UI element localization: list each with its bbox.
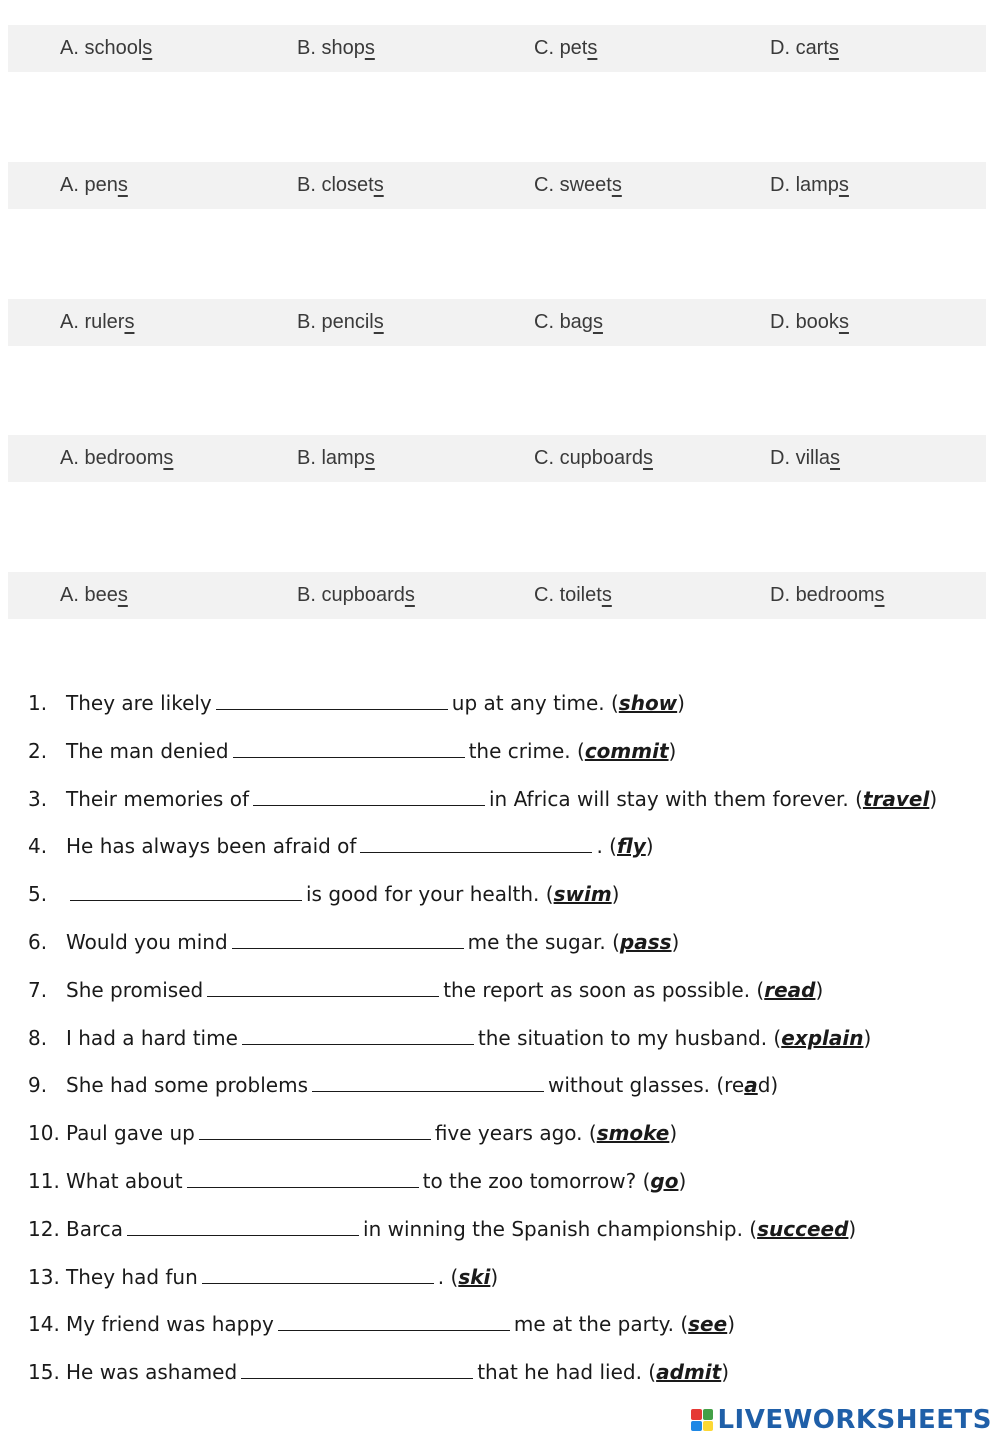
answer-blank[interactable] [278,1310,510,1331]
option-letter: C. [534,311,560,333]
question-number: 2. [28,738,48,763]
answer-blank[interactable] [360,832,592,853]
choice-option[interactable] [534,25,597,72]
question-text-before: Would you mind [66,930,228,954]
base-verb: go [650,1169,679,1193]
question-item [28,1358,729,1386]
answer-blank[interactable] [233,737,465,758]
option-letter: A. [60,584,85,606]
option-word: bedroom [84,447,164,469]
answer-blank[interactable] [312,1071,544,1092]
underlined-ending: s [163,447,174,469]
option-word: sweet [559,174,612,196]
question-item [28,976,823,1004]
underlined-ending: s [373,311,384,333]
question-item [28,1024,871,1052]
underlined-ending: s [364,447,375,469]
choice-option[interactable] [297,25,375,72]
option-word: school [84,37,143,59]
question-number: 4. [28,834,48,859]
option-word: lamp [795,174,839,196]
option-word: bag [559,311,593,333]
option-word: pencil [321,311,374,333]
option-letter: D. [770,311,796,333]
underlined-ending: s [364,37,375,59]
question-item [28,928,679,956]
question-text-after: the crime. ( [468,738,585,763]
question-close: ) [863,1025,872,1050]
option-word: cupboard [559,447,643,469]
question-close: d) [757,1073,779,1098]
answer-blank[interactable] [199,1119,431,1140]
base-verb: commit [584,738,669,763]
base-verb: travel [862,786,930,811]
answer-blank[interactable] [253,785,485,806]
question-close: ) [611,882,620,907]
option-word: cart [795,37,829,59]
option-letter: A. [60,447,85,469]
underlined-ending: s [838,174,849,196]
question-number: 13. [28,1264,60,1289]
question-number: 6. [28,930,48,954]
option-word: bedroom [795,584,875,606]
option-letter: A. [60,174,85,196]
question-item [28,737,676,765]
question-number: 8. [28,1025,48,1050]
underlined-ending: s [124,311,135,333]
choice-option[interactable] [770,162,849,209]
question-text-before: He has always been afraid of [66,834,357,859]
liveworksheets-logo-icon [691,1409,713,1431]
question-number: 14. [28,1312,60,1337]
option-word: toilet [559,584,602,606]
question-close: ) [668,738,677,763]
question-close: ) [727,1312,736,1337]
question-text-before: What about [66,1169,183,1193]
option-letter: C. [534,174,560,196]
option-letter: A. [60,311,85,333]
base-verb: swim [553,882,612,907]
choice-option[interactable] [60,299,134,346]
question-close: ) [669,1121,678,1146]
option-letter: D. [770,37,796,59]
choice-option[interactable] [770,572,885,619]
option-letter: C. [534,37,560,59]
underlined-ending: s [117,584,128,606]
question-text-after: without glasses. (re [548,1073,745,1098]
option-word: lamp [321,447,365,469]
answer-blank[interactable] [216,689,448,710]
choice-option[interactable] [60,572,128,619]
option-letter: B. [297,37,322,59]
base-verb: read [764,977,816,1002]
question-text-after: the situation to my husband. ( [477,1025,782,1050]
underlined-ending: s [611,174,622,196]
choice-option[interactable] [534,572,612,619]
question-close: ) [929,786,938,811]
question-text-after: up at any time. ( [451,691,619,715]
question-text-before: Paul gave up [66,1121,195,1146]
question-text-before: My friend was happy [66,1312,274,1337]
option-letter: C. [534,584,560,606]
question-text-after: that he had lied. ( [477,1360,657,1385]
question-text-after: in Africa will stay with them forever. ( [488,786,863,811]
underlined-ending: s [587,37,598,59]
question-number: 11. [28,1169,60,1193]
underlined-ending: s [828,37,839,59]
logo-text: LIVEWORKSHEETS [717,1405,992,1435]
question-close: ) [671,930,680,954]
question-close: ) [677,691,685,715]
question-item [28,1310,735,1338]
underlined-ending: s [117,174,128,196]
base-verb: see [688,1312,728,1337]
choice-option[interactable] [534,435,653,482]
choice-option[interactable] [60,162,128,209]
base-verb: fly [616,834,646,859]
question-number: 10. [28,1121,60,1146]
liveworksheets-logo [691,1403,992,1437]
question-number: 1. [28,691,48,715]
choice-option[interactable] [770,299,849,346]
question-item [28,880,619,908]
base-verb: ski [458,1264,491,1289]
question-item [28,1119,677,1147]
choice-row [8,25,986,72]
underlined-ending: s [404,584,415,606]
question-text-before: He was ashamed [66,1360,238,1385]
choice-option[interactable] [770,25,839,72]
question-text-after: me the sugar. ( [467,930,620,954]
answer-blank[interactable] [232,928,464,949]
choice-option[interactable] [534,299,603,346]
answer-blank[interactable] [127,1215,359,1236]
question-text-after: . ( [437,1264,459,1289]
question-close: ) [645,834,654,859]
answer-blank[interactable] [207,976,439,997]
option-letter: D. [770,174,796,196]
answer-blank[interactable] [187,1167,419,1188]
question-number: 5. [28,882,48,907]
option-word: shop [321,37,365,59]
question-text-before: She had some problems [66,1073,308,1098]
option-word: pen [84,174,118,196]
question-item [28,832,654,860]
underlined-ending: s [838,311,849,333]
question-item [28,1263,498,1291]
choice-option[interactable] [297,299,384,346]
question-text-after: five years ago. ( [434,1121,597,1146]
question-item [28,785,937,813]
answer-blank[interactable] [241,1358,473,1379]
question-close: ) [678,1169,687,1193]
answer-blank[interactable] [242,1024,474,1045]
question-close: ) [721,1360,730,1385]
question-number: 12. [28,1216,60,1241]
question-item [28,1215,856,1243]
option-letter: A. [60,37,85,59]
question-text-after: . ( [596,834,617,859]
choice-option[interactable] [297,162,384,209]
underlined-ending: s [874,584,885,606]
choice-option[interactable] [297,572,415,619]
base-verb: succeed [757,1216,849,1241]
underlined-ending: s [592,311,603,333]
question-text-after: is good for your health. ( [306,882,554,907]
question-text-before: They had fun [66,1264,198,1289]
question-close: ) [490,1264,499,1289]
question-text-before: The man denied [66,738,229,763]
question-number: 3. [28,786,48,811]
answer-blank[interactable] [202,1263,434,1284]
option-letter: B. [297,584,322,606]
base-verb: a [744,1073,758,1098]
base-verb: pass [619,930,672,954]
option-word: pet [559,37,588,59]
answer-blank[interactable] [70,880,302,901]
question-text-after: me at the party. ( [513,1312,689,1337]
choice-row [8,162,986,209]
choice-option[interactable] [770,435,840,482]
option-letter: B. [297,174,322,196]
base-verb: admit [656,1360,722,1385]
base-verb: explain [781,1025,864,1050]
question-text-before: I had a hard time [66,1025,238,1050]
choice-option[interactable] [60,25,152,72]
choice-option[interactable] [297,435,375,482]
question-text-after: the report as soon as possible. ( [443,977,765,1002]
question-close: ) [815,977,824,1002]
underlined-ending: s [601,584,612,606]
underlined-ending: s [373,174,384,196]
question-text-before: Their memories of [66,786,249,811]
underlined-ending: s [642,447,653,469]
choice-row [8,435,986,482]
option-letter: B. [297,447,322,469]
question-item [28,1167,686,1195]
question-item [28,1071,778,1099]
option-word: villa [795,447,831,469]
question-close: ) [848,1216,857,1241]
question-number: 7. [28,977,48,1002]
option-word: ruler [84,311,125,333]
underlined-ending: s [142,37,153,59]
option-word: book [795,311,839,333]
option-word: cupboard [321,584,405,606]
base-verb: show [618,691,678,715]
choice-row [8,572,986,619]
underlined-ending: s [830,447,841,469]
question-number: 15. [28,1360,60,1385]
question-text-after: to the zoo tomorrow? ( [422,1169,651,1193]
option-letter: D. [770,584,796,606]
question-text-before: She promised [66,977,204,1002]
option-letter: D. [770,447,796,469]
question-number: 9. [28,1073,48,1098]
question-text-after: in winning the Spanish championship. ( [363,1216,758,1241]
base-verb: smoke [596,1121,670,1146]
option-word: closet [321,174,374,196]
question-text-before: They are likely [66,691,212,715]
choice-option[interactable] [534,162,622,209]
option-word: bee [84,584,118,606]
option-letter: B. [297,311,322,333]
option-letter: C. [534,447,560,469]
question-text-before: Barca [66,1216,124,1241]
question-item [28,689,685,717]
choice-row [8,299,986,346]
choice-option[interactable] [60,435,173,482]
